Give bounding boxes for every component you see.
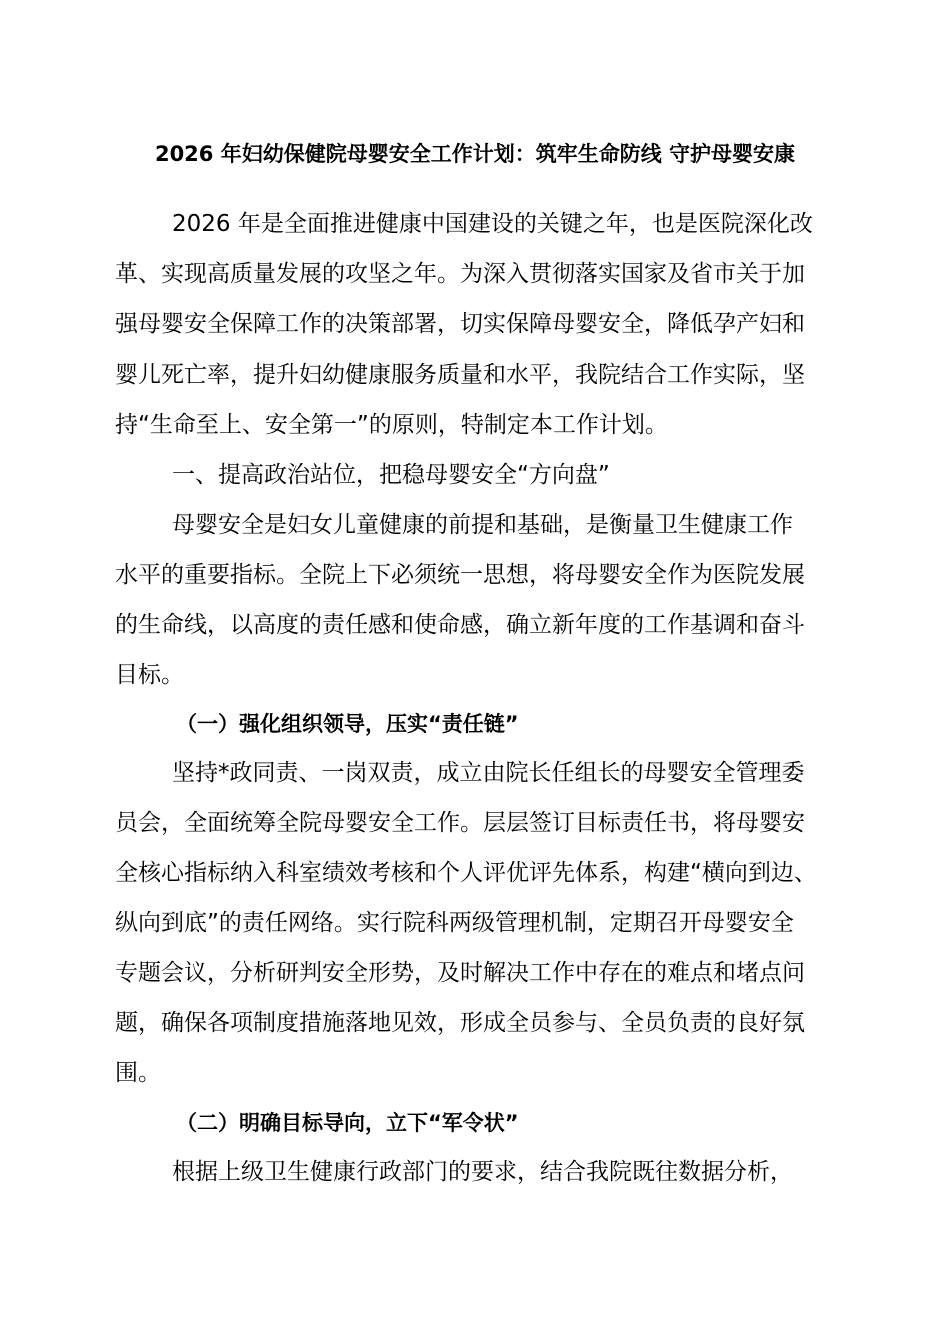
paragraph-line: 婴儿死亡率，提升妇幼健康服务质量和水平，我院结合工作实际，坚	[115, 362, 805, 388]
section-heading: 一、提高政治站位，把稳母婴安全“方向盘”	[172, 462, 610, 488]
paragraph-line: 母婴安全是妇女儿童健康的前提和基础，是衡量卫生健康工作	[172, 512, 793, 538]
paragraph-line: 革、实现高质量发展的攻坚之年。为深入贯彻落实国家及省市关于加	[115, 261, 805, 287]
paragraph-line: 的生命线，以高度的责任感和使命感，确立新年度的工作基调和奋斗	[115, 612, 805, 638]
paragraph-line: 目标。	[115, 662, 184, 688]
subsection-heading: （二）明确目标导向，立下“军令状”	[176, 1111, 519, 1135]
paragraph-line: 2026 年是全面推进健康中国建设的关键之年，也是医院深化改	[172, 211, 813, 237]
paragraph-line: 根据上级卫生健康行政部门的要求，结合我院既往数据分析，	[172, 1159, 793, 1185]
paragraph-line: 水平的重要指标。全院上下必须统一思想，将母婴安全作为医院发展	[115, 562, 805, 588]
subsection-heading: （一）强化组织领导，压实“责任链”	[176, 712, 519, 736]
paragraph-line: 围。	[115, 1060, 161, 1086]
paragraph-line: 持“生命至上、安全第一”的原则，特制定本工作计划。	[115, 412, 668, 438]
paragraph-line: 题，确保各项制度措施落地见效，形成全员参与、全员负责的良好氛	[115, 1010, 805, 1036]
paragraph-line: 全核心指标纳入科室绩效考核和个人评优评先体系，构建“横向到边、	[115, 860, 817, 886]
paragraph-line: 纵向到底”的责任网络。实行院科两级管理机制，定期召开母婴安全	[115, 910, 794, 936]
document-title: 2026 年妇幼保健院母婴安全工作计划：筑牢生命防线 守护母婴安康	[154, 142, 796, 166]
paragraph-line: 强母婴安全保障工作的决策部署，切实保障母婴安全，降低孕产妇和	[115, 311, 805, 337]
paragraph-line: 员会，全面统筹全院母婴安全工作。层层签订目标责任书，将母婴安	[115, 810, 805, 836]
paragraph-line: 坚持*政同责、一岗双责，成立由院长任组长的母婴安全管理委	[172, 760, 805, 786]
paragraph-line: 专题会议，分析研判安全形势，及时解决工作中存在的难点和堵点问	[115, 960, 805, 986]
